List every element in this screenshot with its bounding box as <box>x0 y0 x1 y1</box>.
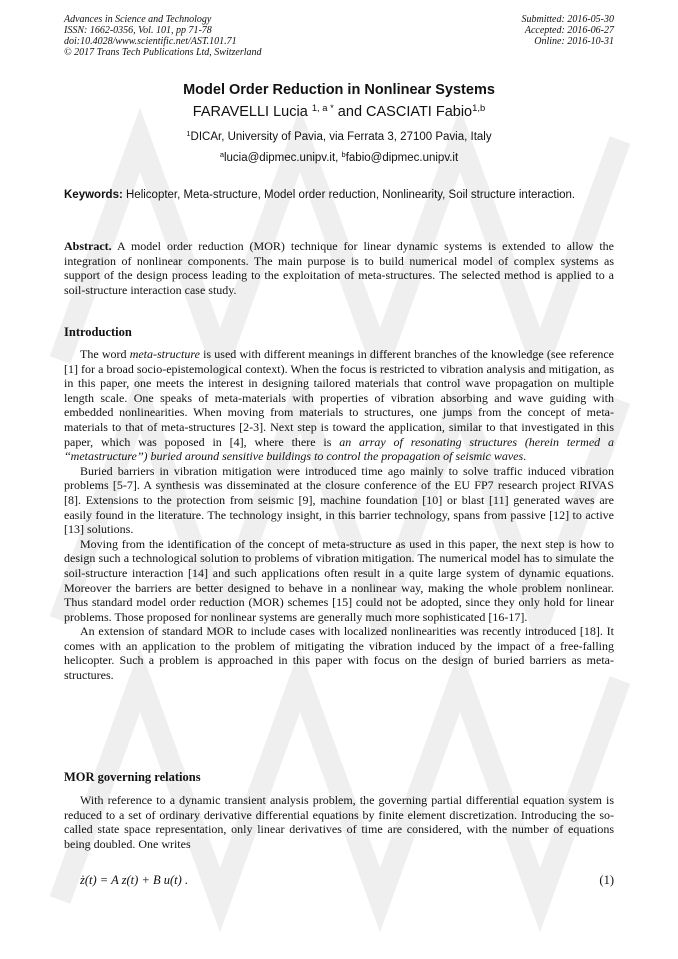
abstract-label: Abstract. <box>64 239 112 253</box>
intro-paragraph-2: Buried barriers in vibration mitigation were introduced time ago mainly to solve traffic induced vibration problems [5-7]. A synthesis was disseminated at the closure conference of the EU FP7 research project RIVAS [8]. Extensions to the protection from seismic [9], machine foundation [10] or blast [11] generated waves are easily found in the literature. The technology insight, in this barrier technology, spans from passive [12] to active [13] solutions. <box>64 463 614 537</box>
intro-p1-text-b: is used with different meanings in different branches of the knowledge (see reference [1] for a broad socio-epistemological context). When the focus is restricted to vibration analysis and mitigation, as in this paper, one meets the interest in designing tailored materials that control wave propagation on multiple length scale. One speaks of meta-materials with properties of vibration absorbing and wave guiding with embedded nonlinearities. When moving from materials to structures, one jumps from the concept of meta-materials to that of meta-structures [2-3]. Next step is toward the application, similar to that investigated in this paper, which was poposed in [4], where there is <box>64 347 614 449</box>
author-1: FARAVELLI Lucia <box>192 104 308 120</box>
email-b[interactable]: fabio@dipmec.unipv.it <box>345 152 459 164</box>
mor-body <box>64 793 614 851</box>
keywords <box>64 188 614 203</box>
email-a-superscript: a <box>219 150 224 159</box>
intro-p1-text-a: The word <box>80 347 130 361</box>
journal-info <box>64 14 262 58</box>
author-line <box>0 104 678 120</box>
affiliation-superscript: 1 <box>186 129 191 138</box>
intro-paragraph-4: An extension of standard MOR to include cases with localized nonlinearities was recently introduced [18]. It comes with an application to the problem of mitigating the vibration induced by the impact of a free-falling helicopter. Such a problem is approached in this paper with focus on the design of buried barriers as meta-structures. <box>64 624 614 683</box>
section-heading-introduction: Introduction <box>64 325 132 339</box>
email-b-superscript: b <box>341 150 346 159</box>
equation-1 <box>80 873 614 888</box>
introduction-body <box>64 347 614 683</box>
mor-paragraph-1: With reference to a dynamic transient analysis problem, the governing partial differential equation system is reduced to a set of ordinary derivative differential equations by finite element discretization. Introducing the so-called state space representation, only linear derivatives of time are considered, with the number of equations being doubled. One writes <box>64 793 614 851</box>
intro-p1-quote: an array of resonating structures (herein termed a ‘‘metastructure’’) buried around sensitive buildings to control the propagation of seismic waves <box>64 434 614 464</box>
author-conjunction: and <box>333 104 367 120</box>
author-2: CASCIATI Fabio <box>366 104 473 120</box>
abstract-text: A model order reduction (MOR) technique for linear dynamic systems is extended to allow the integration of nonlinear components. The main purpose is to build numerical model of complex systems as support of the design process leading to the exploitation of meta-structures. The selected method is applied to a soil-structure interaction case study. <box>64 239 614 297</box>
affiliation <box>0 131 678 143</box>
keywords-text: Helicopter, Meta-structure, Model order reduction, Nonlinearity, Soil structure interaction. <box>122 189 576 201</box>
abstract <box>64 239 614 297</box>
doi-line: doi:10.4028/www.scientific.net/AST.101.71 <box>64 36 237 47</box>
publication-dates <box>522 14 615 47</box>
section-heading-mor: MOR governing relations <box>64 770 201 784</box>
issn-line: ISSN: 1662-0356, Vol. 101, pp 71-78 <box>64 25 212 36</box>
affiliation-text: DICAr, University of Pavia, via Ferrata 3, 27100 Pavia, Italy <box>190 131 492 143</box>
author-1-superscript: 1, a * <box>311 102 334 113</box>
copyright-line: © 2017 Trans Tech Publications Ltd, Switzerland <box>64 47 262 58</box>
keywords-label: Keywords: <box>64 189 123 201</box>
paper-title: Model Order Reduction in Nonlinear Systems <box>183 82 495 98</box>
equation-1-number: (1) <box>599 873 614 887</box>
intro-p1-emphasis: meta-structure <box>129 347 200 361</box>
journal-name: Advances in Science and Technology <box>64 14 212 25</box>
accepted-date: Accepted: 2016-06-27 <box>524 25 614 36</box>
email-a[interactable]: lucia@dipmec.unipv.it, <box>223 152 342 164</box>
online-date: Online: 2016-10-31 <box>534 36 614 47</box>
equation-1-formula: ż(t) = A z(t) + B u(t) . <box>80 873 189 887</box>
submitted-date: Submitted: 2016-05-30 <box>521 14 614 25</box>
author-2-superscript: 1,b <box>472 102 486 113</box>
email-line <box>0 152 678 164</box>
intro-paragraph-3: Moving from the identification of the concept of meta-structure as used in this paper, the next step is how to design such a technological solution to problems of vibration mitigation. The numerical model has to simulate the soil-structure interaction [14] and such applications often result in a quite large system of dynamic equations. Moreover the barriers are better designed to behave in a nonlinear way, making the whole problem nonlinear. Thus standard model order reduction (MOR) schemes [15] could not be adopted, since they only hold for linear problems. Those proposed for nonlinear systems are generally much more sophisticated [16-17]. <box>64 536 614 624</box>
intro-paragraph-1 <box>64 347 614 464</box>
intro-p1-text-c: . <box>523 449 527 464</box>
